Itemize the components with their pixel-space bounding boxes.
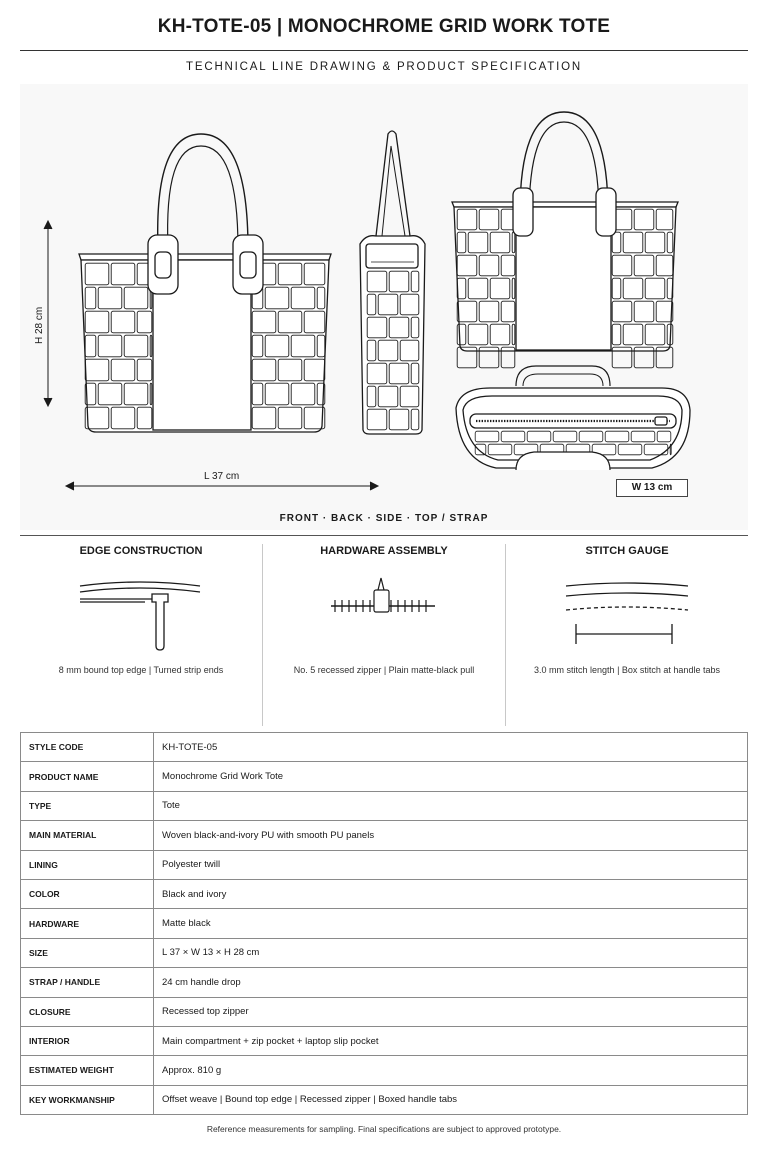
spec-label: ESTIMATED WEIGHT bbox=[21, 1056, 154, 1085]
stitch-gauge-caption: 3.0 mm stitch length | Box stitch at handle tabs bbox=[534, 665, 720, 675]
stitch-gauge-icon bbox=[506, 566, 748, 656]
technical-drawing-panel bbox=[20, 84, 748, 530]
height-dimension bbox=[44, 221, 52, 406]
spec-value: L 37 × W 13 × H 28 cm bbox=[154, 938, 748, 967]
spec-value: KH-TOTE-05 bbox=[154, 733, 748, 762]
spec-value: Tote bbox=[154, 791, 748, 820]
edge-construction-icon bbox=[20, 566, 262, 656]
spec-label: STYLE CODE bbox=[21, 733, 154, 762]
spec-row bbox=[21, 791, 748, 820]
spec-row bbox=[21, 821, 748, 850]
spec-row bbox=[21, 997, 748, 1026]
spec-row bbox=[21, 968, 748, 997]
stitch-gauge-detail bbox=[506, 536, 748, 726]
spec-label: STRAP / HANDLE bbox=[21, 968, 154, 997]
construction-details bbox=[20, 536, 748, 726]
spec-value: Woven black-and-ivory PU with smooth PU panels bbox=[154, 821, 748, 850]
spec-value: 24 cm handle drop bbox=[154, 968, 748, 997]
spec-label: SIZE bbox=[21, 938, 154, 967]
hardware-assembly-heading: HARDWARE ASSEMBLY bbox=[320, 545, 448, 557]
top-view-drawing bbox=[456, 366, 690, 470]
edge-construction-detail bbox=[20, 536, 262, 726]
spec-row bbox=[21, 850, 748, 879]
spec-row bbox=[21, 1026, 748, 1055]
spec-value: Recessed top zipper bbox=[154, 997, 748, 1026]
spec-label: MAIN MATERIAL bbox=[21, 821, 154, 850]
spec-value: Polyester twill bbox=[154, 850, 748, 879]
length-dimension bbox=[66, 482, 378, 490]
spec-label: KEY WORKMANSHIP bbox=[21, 1085, 154, 1114]
spec-label: TYPE bbox=[21, 791, 154, 820]
back-view-drawing bbox=[452, 112, 678, 368]
length-dimension-label: L 37 cm bbox=[204, 471, 240, 482]
width-dimension-label: W 13 cm bbox=[616, 479, 688, 497]
edge-construction-caption: 8 mm bound top edge | Turned strip ends bbox=[58, 665, 224, 675]
hardware-assembly-detail bbox=[263, 536, 505, 726]
page-subtitle: TECHNICAL LINE DRAWING & PRODUCT SPECIFICATION bbox=[186, 61, 582, 73]
spec-label: PRODUCT NAME bbox=[21, 762, 154, 791]
spec-row bbox=[21, 1085, 748, 1114]
hardware-assembly-caption: No. 5 recessed zipper | Plain matte-black pull bbox=[293, 665, 475, 675]
spec-row bbox=[21, 938, 748, 967]
front-view-drawing bbox=[79, 134, 331, 432]
spec-label: CLOSURE bbox=[21, 997, 154, 1026]
spec-value: Black and ivory bbox=[154, 879, 748, 908]
footnote: Reference measurements for sampling. Final specifications are subject to approved prototype. bbox=[206, 1124, 562, 1134]
spec-label: INTERIOR bbox=[21, 1026, 154, 1055]
spec-row bbox=[21, 762, 748, 791]
spec-value: Offset weave | Bound top edge | Recessed zipper | Boxed handle tabs bbox=[154, 1085, 748, 1114]
spec-row bbox=[21, 733, 748, 762]
spec-row bbox=[21, 879, 748, 908]
spec-value: Main compartment + zip pocket + laptop slip pocket bbox=[154, 1026, 748, 1055]
spec-value: Approx. 810 g bbox=[154, 1056, 748, 1085]
spec-label: COLOR bbox=[21, 879, 154, 908]
spec-row bbox=[21, 909, 748, 938]
spec-row bbox=[21, 1056, 748, 1085]
spec-label: LINING bbox=[21, 850, 154, 879]
spec-value: Matte black bbox=[154, 909, 748, 938]
stitch-gauge-heading: STITCH GAUGE bbox=[585, 545, 669, 557]
zipper-icon bbox=[263, 566, 505, 656]
views-caption: FRONT · BACK · SIDE · TOP / STRAP bbox=[279, 513, 489, 524]
height-dimension-label: H 28 cm bbox=[34, 306, 45, 344]
specification-table bbox=[20, 732, 748, 1115]
spec-value: Monochrome Grid Work Tote bbox=[154, 762, 748, 791]
page-title: KH-TOTE-05 | MONOCHROME GRID WORK TOTE bbox=[157, 16, 611, 37]
spec-label: HARDWARE bbox=[21, 909, 154, 938]
side-view-drawing bbox=[360, 131, 425, 434]
edge-construction-heading: EDGE CONSTRUCTION bbox=[79, 545, 203, 557]
title-divider bbox=[20, 50, 748, 51]
